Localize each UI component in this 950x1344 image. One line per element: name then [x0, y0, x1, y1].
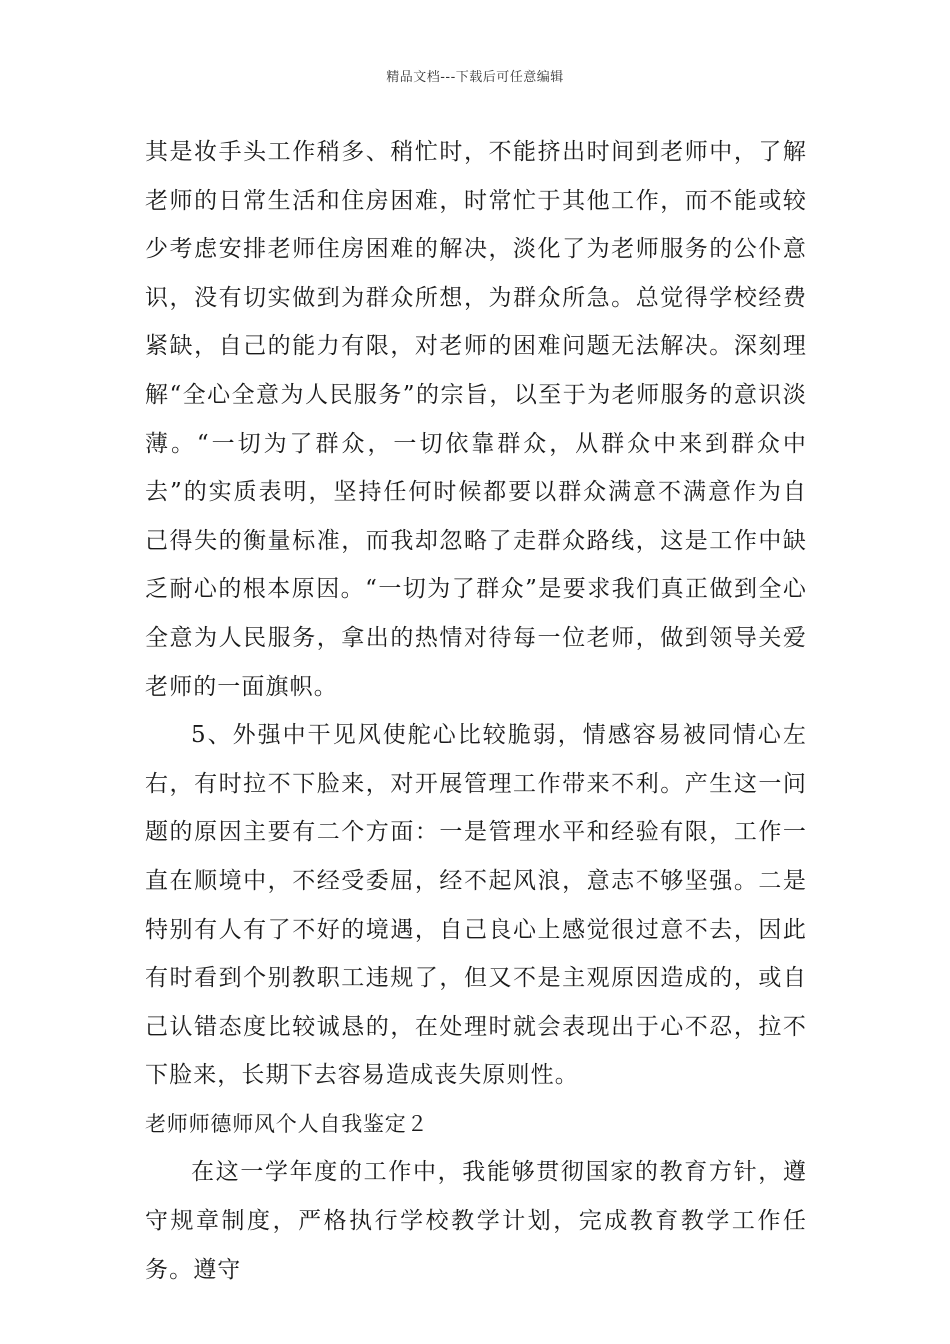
paragraph-2: 5、外强中干见风使舵心比较脆弱，情感容易被同情心左右，有时拉不下脸来，对开展管理工作带来不利。产生这一问题的原因主要有二个方面：一是管理水平和经验有限，工作一直在顺境中，不经受委屈，经不起风浪，意志不够坚强。二是特别有人有了不好的境遇，自己良心上感觉很过意不去，因此有时看到个别教职工违规了，但又不是主观原因造成的，或自己认错态度比较诚恳的，在处理时就会表现出于心不忍，拉不下脸来，长期下去容易造成丧失原则性。 [145, 722, 807, 1089]
page-header: 精品文档---下载后可任意编辑 [386, 70, 564, 85]
section-heading: 老师师德师风个人自我鉴定２ [145, 1111, 429, 1136]
document-body [145, 128, 807, 1294]
paragraph-1: 其是妆手头工作稍多、稍忙时，不能挤出时间到老师中，了解老师的日常生活和住房困难，时常忙于其他工作，而不能或较少考虑安排老师住房困难的解决，淡化了为老师服务的公仆意识，没有切实做到为群众所想，为群众所急。总觉得学校经费紧缺，自己的能力有限，对老师的困难问题无法解决。深刻理解“全心全意为人民服务”的宗旨，以至于为老师服务的意识淡薄。“一切为了群众，一切依靠群众，从群众中来到群众中去”的实质表明，坚持任何时候都要以群众满意不满意作为自己得失的衡量标准，而我却忽略了走群众路线，这是工作中缺乏耐心的根本原因。“一切为了群众”是要求我们真正做到全心全意为人民服务，拿出的热情对待每一位老师，做到领导关爱老师的一面旗帜。 [145, 139, 807, 700]
paragraph-3: 在这一学年度的工作中，我能够贯彻国家的教育方针，遵守规章制度，严格执行学校教学计划，完成教育教学工作任务。遵守 [145, 1159, 807, 1283]
